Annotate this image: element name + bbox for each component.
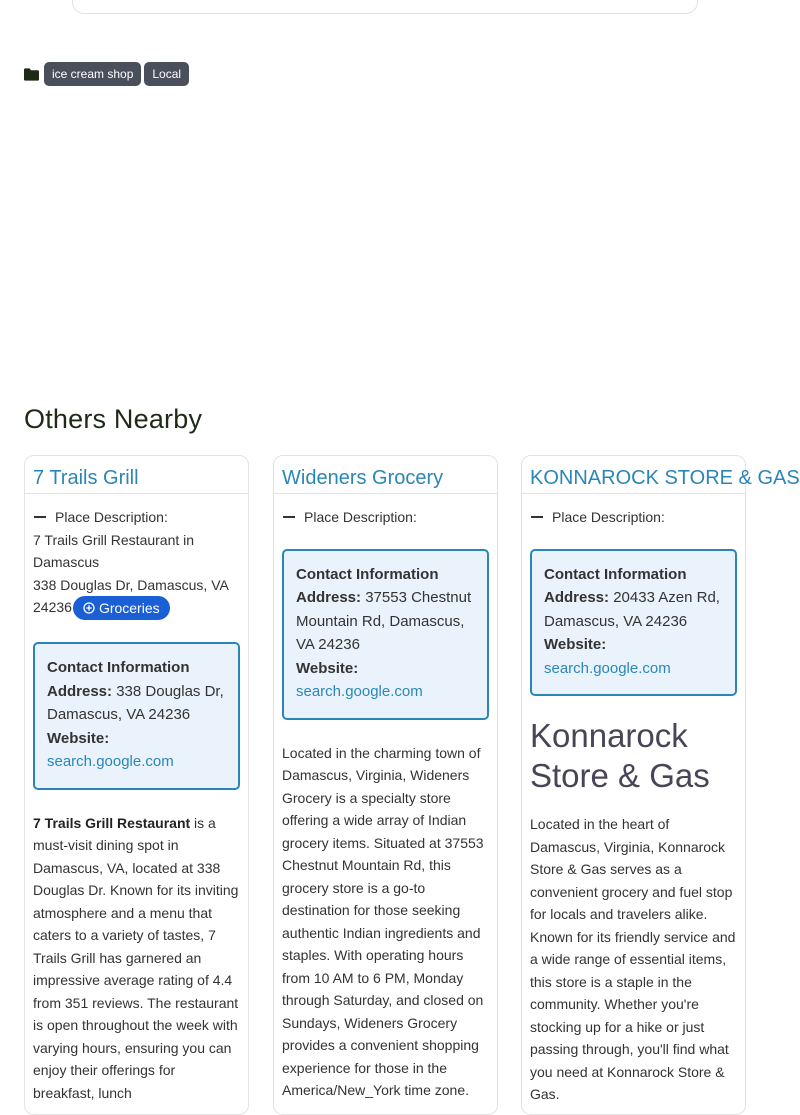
address-label: Address: — [47, 682, 113, 700]
others-nearby-heading: Others Nearby — [24, 404, 203, 434]
place-description-toggle[interactable] — [33, 506, 240, 529]
card-title-link[interactable]: KONNAROCK STORE & GAS — [530, 467, 800, 489]
place-body-text: Located in the charming town of Damascus, Virginia, Wideners Grocery is a specialty store offering a wide array of Indian grocery items. Situated at 37553 Chestnut Mountain Rd, this grocery store is a go-to destination for those seeking authentic Indian ingredients and staples. With operating hours from 10 AM to 6 PM, Monday through Saturday, and closed on Sundays, Wideners Grocery provides a convenient shopping experience for those in the America/New_York time zone. — [282, 744, 484, 1098]
tag-ice-cream-shop[interactable]: ice cream shop — [44, 62, 141, 86]
website-link[interactable]: search.google.com — [296, 683, 423, 700]
contact-address — [544, 586, 723, 633]
place-body-rest: is a must-visit dining spot in Damascus, VA, located at 338 Douglas Dr. Known for its inviting atmosphere and a menu that caters to a variety of tastes, 7 Trails Grill has garnered an impressive average rating of 4.4 from 351 reviews. The restaurant is open throughout the week with varying hours, ensuring you can enjoy their offerings for breakfast, lunch — [33, 814, 239, 1101]
contact-heading: Contact Information — [544, 565, 687, 583]
contact-address — [47, 680, 226, 727]
place-body-text — [33, 812, 240, 1105]
contact-address — [296, 586, 475, 657]
contact-heading: Contact Information — [296, 565, 439, 583]
tags-row — [24, 62, 189, 86]
website-label: Website: — [47, 729, 110, 747]
address-label: Address: — [296, 589, 362, 606]
place-name: 7 Trails Grill Restaurant in Damascus — [33, 531, 195, 570]
address-value: 338 Douglas Dr, Damascus, VA 24236 — [47, 682, 224, 724]
website-label: Website: — [296, 659, 359, 677]
tag-local[interactable]: Local — [144, 62, 189, 86]
place-description-toggle[interactable] — [530, 506, 737, 529]
place-body-text: Located in the heart of Damascus, Virginia, Konnarock Store & Gas serves as a convenient grocery and fuel stop for locals and travelers alike. Known for its friendly service and a wide range of essential items, this store is a staple in the community. Whether you're stocking up for a hike or just passing through, you'll find what you need at Konnarock Store & Gas. — [530, 816, 736, 1102]
search-box-bottom-edge — [72, 0, 698, 14]
nearby-card-wideners-grocery — [273, 455, 498, 1115]
card-header — [522, 456, 800, 494]
folder-icon — [24, 68, 39, 81]
minus-icon[interactable] — [531, 516, 543, 518]
nearby-card-7-trails-grill — [24, 455, 249, 1115]
place-heading: Konnarock Store & Gas — [530, 717, 710, 794]
place-description-label: Place Description: — [304, 509, 417, 525]
place-body-bold: 7 Trails Grill Restaurant — [33, 814, 191, 831]
category-badge-groceries[interactable] — [73, 596, 170, 620]
place-description-toggle[interactable] — [282, 506, 489, 529]
contact-information-box — [33, 642, 240, 790]
address-label: Address: — [544, 589, 610, 606]
address-value: 37553 Chestnut Mountain Rd, Damascus, VA 24236 — [296, 589, 472, 653]
place-description-label: Place Description: — [552, 509, 665, 525]
plus-circle-icon — [83, 602, 95, 614]
contact-heading: Contact Information — [47, 659, 190, 677]
place-description-label: Place Description: — [55, 509, 168, 525]
address-value: 20433 Azen Rd, Damascus, VA 24236 — [544, 589, 720, 630]
card-title-link[interactable]: Wideners Grocery — [282, 467, 444, 489]
card-header — [274, 456, 497, 494]
nearby-card-konnarock-store — [521, 455, 800, 1115]
minus-icon[interactable] — [34, 516, 46, 518]
place-address-text: 338 Douglas Dr, Damascus, VA 24236 — [33, 576, 229, 615]
website-link[interactable]: search.google.com — [47, 753, 174, 771]
card-header — [25, 456, 248, 494]
place-address — [33, 574, 240, 621]
website-link[interactable]: search.google.com — [544, 659, 671, 677]
contact-information-box — [282, 549, 489, 720]
minus-icon[interactable] — [283, 516, 295, 518]
card-title-link[interactable]: 7 Trails Grill — [33, 467, 139, 489]
contact-information-box — [530, 549, 737, 697]
website-label: Website: — [544, 636, 607, 653]
category-label: Groceries — [98, 600, 160, 617]
